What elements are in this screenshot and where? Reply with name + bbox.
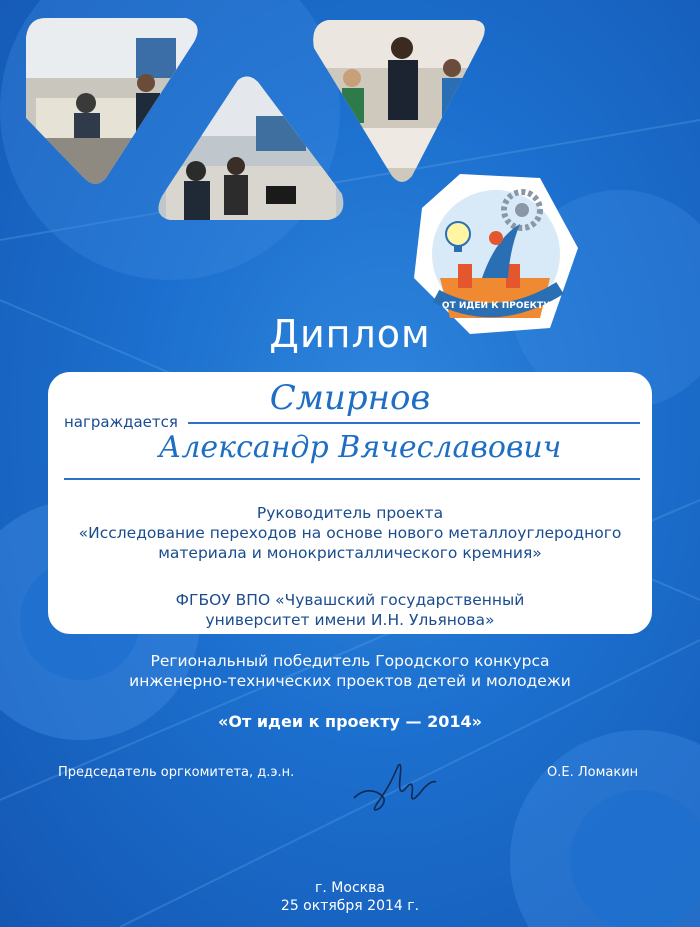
chair-title: Председатель оргкомитета, д.э.н. (58, 765, 295, 780)
recipient-surname: Смирнов (269, 378, 431, 418)
recipient-given-names: Александр Вячеславович (158, 430, 562, 465)
achievement-line1: Региональный победитель Городского конкурса (150, 652, 550, 670)
achievement-line2: инженерно-технических проектов детей и молодежи (129, 672, 571, 690)
photo-classroom-3 (312, 18, 490, 186)
date: 25 октября 2014 г. (280, 898, 420, 914)
chair-name: О.Е. Ломакин (547, 765, 639, 780)
contest-name: «От идеи к проекту — 2014» (218, 712, 482, 731)
diploma-title: Диплом (269, 312, 431, 356)
underline-names (64, 478, 640, 480)
organization-line2: университет имени И.Н. Ульянова» (205, 611, 495, 629)
signature-icon (350, 758, 440, 818)
project-title-line1: «Исследование переходов на основе нового металлоуглеродного (78, 524, 622, 542)
city: г. Москва (315, 880, 385, 896)
recipient-role: Руководитель проекта (256, 504, 444, 522)
organization-line1: ФГБОУ ВПО «Чувашский государственный (175, 591, 525, 609)
project-title-line2: материала и монокристаллического кремния» (158, 544, 542, 562)
awarded-label: награждается (64, 413, 178, 431)
logo-text: ОТ ИДЕИ К ПРОЕКТУ (441, 301, 551, 311)
underline-surname (188, 422, 640, 424)
